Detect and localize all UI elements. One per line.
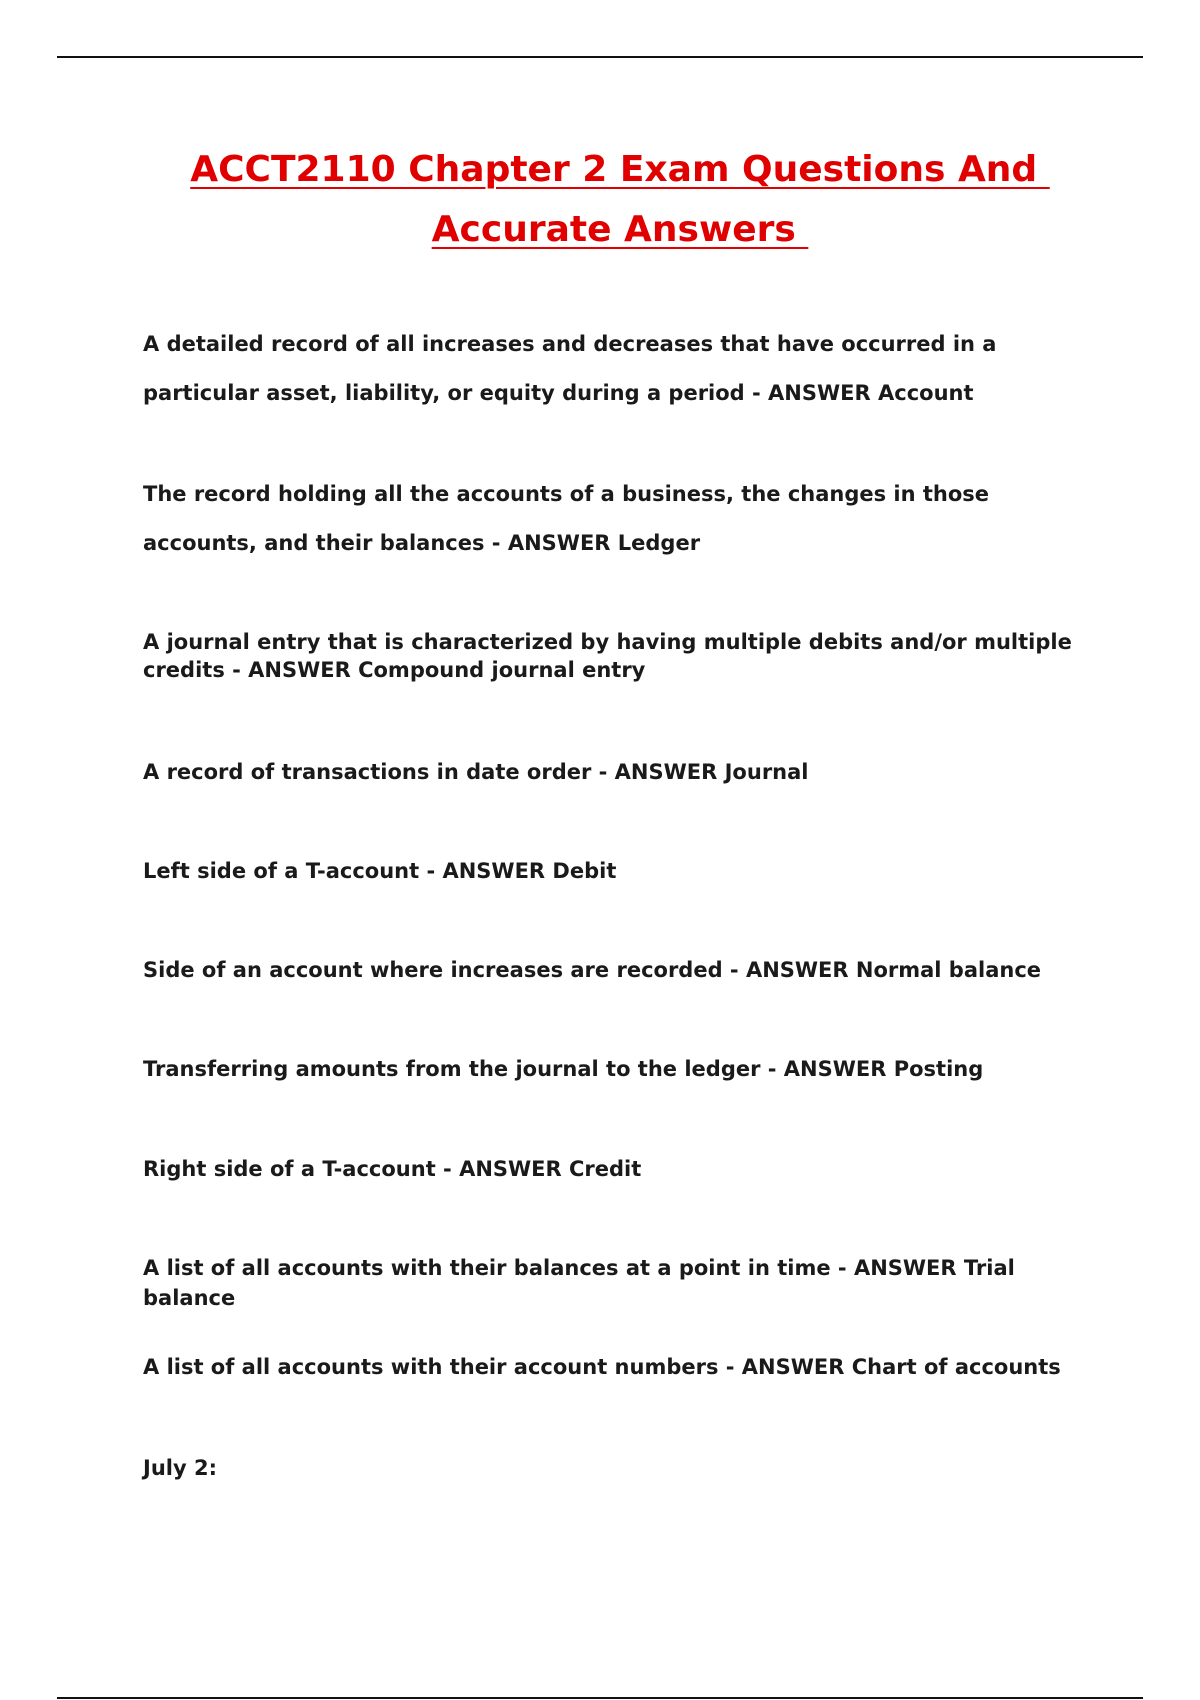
top-rule (57, 56, 1143, 58)
qa-item-chart-of-accounts: A list of all accounts with their account numbers - ANSWER Chart of accounts (143, 1355, 1061, 1379)
qa-item-normal-balance: Side of an account where increases are recorded - ANSWER Normal balance (143, 958, 1042, 982)
document-title-line-2-text: Accurate Answers (431, 209, 809, 250)
qa-item-july-2: July 2: (143, 1456, 217, 1480)
qa-item-compound-journal-entry: A journal entry that is characterized by having multiple debits and/or multiple credits - ANSWER Compound journal entry (143, 630, 1072, 682)
qa-item-account: A detailed record of all increases and decreases that have occurred in a particular asset, liability, or equity during a period - ANSWER Account (143, 332, 997, 405)
document-title-line-2 (0, 200, 1200, 260)
document-title-line-1 (0, 140, 1200, 200)
qa-item-posting: Transferring amounts from the journal to the ledger - ANSWER Posting (143, 1057, 984, 1081)
qa-item-credit: Right side of a T-account - ANSWER Credit (143, 1157, 642, 1181)
qa-item-journal: A record of transactions in date order - ANSWER Journal (143, 760, 809, 784)
qa-item-trial-balance: A list of all accounts with their balances at a point in time - ANSWER Trial balance (143, 1256, 1015, 1310)
document-title-line-1-text: ACCT2110 Chapter 2 Exam Questions And (190, 149, 1050, 190)
qa-item-ledger: The record holding all the accounts of a business, the changes in those accounts, and their balances - ANSWER Ledger (143, 482, 990, 555)
qa-item-debit: Left side of a T-account - ANSWER Debit (143, 859, 617, 883)
bottom-rule (57, 1697, 1143, 1699)
